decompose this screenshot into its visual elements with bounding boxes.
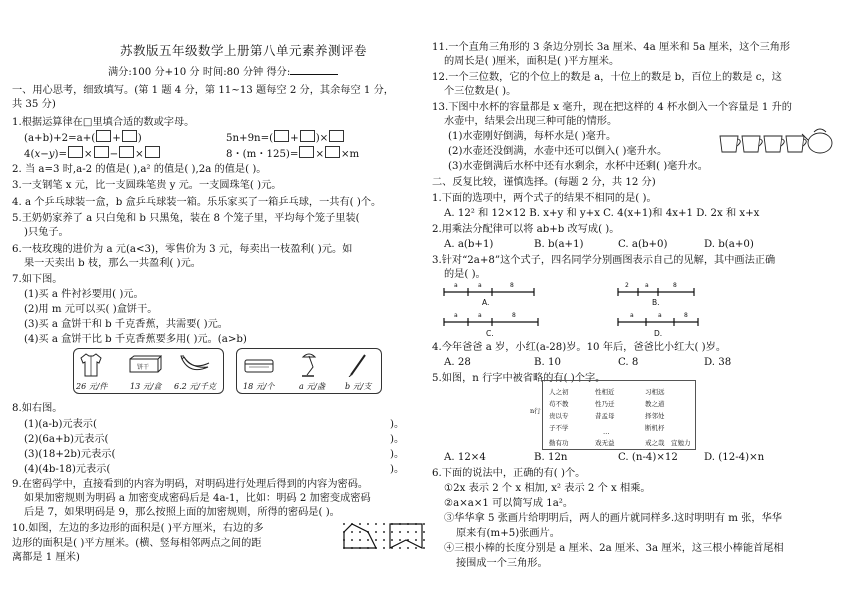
segment-label-b: B. xyxy=(652,298,660,307)
page-title: 苏教版五年级数学上册第八单元素养测评卷 xyxy=(120,43,368,58)
svg-text:8: 8 xyxy=(673,282,677,289)
grid-dot xyxy=(399,531,401,533)
grid-dot xyxy=(375,531,377,533)
choice-2-option-b[interactable]: B. b(a+1) xyxy=(534,239,584,250)
grid-dot xyxy=(391,539,393,541)
svg-text:2: 2 xyxy=(625,282,629,289)
choice-4: 4.今年爸爸 a 岁，小红(a-28)岁。10 年后，爸爸比小红大( )岁。 xyxy=(432,342,727,353)
dot-grid-polygons xyxy=(338,520,430,554)
question-13: 13.下图中水杯的容量都是 x 毫升，现在把这样的 4 杯水倒入一个容量是 1 升的 xyxy=(432,102,792,113)
choice-1: 1.下面的选项中，两个式子的结果不相同的是( )。 xyxy=(432,193,657,204)
question-9: 9.在密码学中，直接看到的内容为明码，对明码进行处理后得到的内容为密码。 xyxy=(12,479,369,490)
question-10-cont2: 离都是 1 厘米) xyxy=(12,552,80,563)
grid-dot xyxy=(423,523,425,525)
question-8-2: (2)(6a+b)元表示( xyxy=(24,434,109,445)
choice-6-statement-4-cont: 接围成一个三角形。 xyxy=(456,558,548,569)
question-6-cont: 果一天卖出 b 枝，那么一共盈利( )元。 xyxy=(24,258,201,269)
choice-5-option-d[interactable]: D. (12-4)×n xyxy=(704,452,765,463)
price-lamp: a 元/盏 xyxy=(299,382,326,391)
choice-2-option-d[interactable]: D. b(a+0) xyxy=(704,239,754,250)
choice-4-option-d[interactable]: D. 38 xyxy=(704,357,732,368)
question-12-cont: 个三位数是( )。 xyxy=(444,86,517,97)
section-1-heading-cont: 共 35 分) xyxy=(12,99,56,110)
question-13-1: (1)水壶刚好倒满，每杯水是( )毫升。 xyxy=(448,131,617,142)
question-8-1: (1)(a-b)元表示( xyxy=(24,419,97,430)
choice-4-option-c[interactable]: C. 8 xyxy=(618,357,639,368)
banana-icon xyxy=(178,353,212,377)
grid-dot xyxy=(359,523,361,525)
grid-dot xyxy=(359,531,361,533)
segment-label-d: D. xyxy=(654,329,663,338)
choice-6-statement-3: ③华华拿 5 张画片给明明后，两人的画片就同样多.这时明明有 m 张，华华 xyxy=(444,513,782,524)
question-4: 4. a 个乒乓球装一盒，b 盒乒乓球装一箱。乐乐家买了一箱乒乓球，一共有( )个。 xyxy=(12,197,382,208)
choice-4-option-b[interactable]: B. 10 xyxy=(534,357,561,368)
grid-dot xyxy=(351,531,353,533)
question-11-cont: 的周长是( )厘米，面积是( )平方厘米。 xyxy=(444,56,620,67)
price-biscuit: 13 元/盒 xyxy=(130,382,162,391)
price-pencil-case: 18 元/个 xyxy=(243,382,275,391)
grid-dot xyxy=(415,539,417,541)
choice-5: 5.如图，n 行字中被省略的有( )个字。 xyxy=(432,373,606,384)
question-6: 6.一枝玫瑰的进价为 a 元(a<3)，零售价为 3 元，每卖出一枝盈利( )元。如 xyxy=(12,244,353,255)
n-rows-label: n行 xyxy=(530,407,541,415)
question-2: 2. 当 a=3 时,a-2 的值是( ),a² 的值是( ),2a 的值是( )。 xyxy=(12,164,267,175)
question-7: 7.如下图。 xyxy=(12,274,63,285)
grid-dot xyxy=(407,531,409,533)
question-1c: 4(x−y)= × − × xyxy=(24,146,161,162)
question-12: 12.一个三位数，它的个位上的数是 a，十位上的数是 b，百位上的数是 c，这 xyxy=(432,72,782,83)
choice-4-option-a[interactable]: A. 28 xyxy=(444,357,471,368)
grid-dot xyxy=(407,547,409,549)
price-shirt: 26 元/件 xyxy=(76,382,108,391)
grid-dot xyxy=(415,531,417,533)
question-13-cont: 水壶中，结果会出现三种可能的情形。 xyxy=(444,116,618,127)
choice-6-statement-1: ①2x 表示 2 个 x 相加, x² 表示 2 个 x 相乘。 xyxy=(444,483,651,494)
question-8: 8.如右图。 xyxy=(12,403,63,414)
question-10-cont1: 边形的面积是( )平方厘米。(横、竖每相邻两点之间的距 xyxy=(12,538,262,549)
biscuit-label: 饼干 xyxy=(137,364,150,371)
grid-dot xyxy=(423,531,425,533)
question-10: 10.如图，左边的多边形的面积是( )平方厘米，右边的多 xyxy=(12,523,264,534)
question-8-4-close: )。 xyxy=(390,464,405,475)
svg-text:8: 8 xyxy=(510,282,514,289)
grid-dot xyxy=(367,523,369,525)
question-1d: 8・(m・125)= × ×m xyxy=(226,146,359,162)
grid-dot xyxy=(359,539,361,541)
choice-1-options: A. 12² 和 12×12 B. x+y 和 y+x C. 4(x+1)和 4x+1 D. 2x 和 x+x xyxy=(444,208,760,219)
grid-dot xyxy=(391,531,393,533)
svg-text:a: a xyxy=(478,312,482,319)
grid-dot xyxy=(399,547,401,549)
choice-2-option-c[interactable]: C. a(b+0) xyxy=(618,239,668,250)
question-5: 5.王奶奶家养了 a 只白兔和 b 只黑兔，装在 8 个笼子里，平均每个笼子里装( xyxy=(12,213,360,224)
section-2-heading: 二、反复比较，谨慎选择。(每题 2 分，共 12 分) xyxy=(432,177,656,188)
grid-dot xyxy=(375,523,377,525)
pen-icon xyxy=(347,353,369,377)
biscuit-box-icon xyxy=(128,355,162,375)
section-1-heading: 一、用心思考，细致填写。(第 1 题 4 分，第 11~13 题每空 2 分，其余每空 1 分， xyxy=(12,85,394,96)
grid-dot xyxy=(423,539,425,541)
choice-2: 2.用乘法分配律可以将 ab+b 改写成( )。 xyxy=(432,224,620,235)
grid-dot xyxy=(343,523,345,525)
goods-box-1 xyxy=(73,348,224,394)
grid-dot xyxy=(423,547,425,549)
cups-and-kettle-illustration xyxy=(718,124,836,156)
grid-dot xyxy=(351,539,353,541)
grid-dot xyxy=(383,547,385,549)
segment-label-c: C. xyxy=(486,329,494,338)
question-8-3: (3)(18+2b)元表示( xyxy=(24,449,116,460)
question-9-cont2: 后是 7，如果明码是 9，那么按照上面的加密规则，所得的密码是( )。 xyxy=(24,507,340,518)
question-7-2: (2)用 m 元可以买( )盒饼干。 xyxy=(24,304,158,315)
question-5-cont: )只兔子。 xyxy=(24,227,69,238)
question-7-4: (4)买 a 盒饼干比 b 千克香蕉要多用( )元。(a>b) xyxy=(24,334,247,345)
choice-5-option-a[interactable]: A. 12×4 xyxy=(444,452,486,463)
choice-6: 6.下面的说法中，正确的有( )个。 xyxy=(432,468,586,479)
question-1a: (a+b)+2=a+( + ) xyxy=(24,130,142,146)
grid-dot xyxy=(367,539,369,541)
grid-dot xyxy=(415,547,417,549)
question-1: 1.根据运算律在□里填合适的数或字母。 xyxy=(12,117,195,128)
question-8-3-close: )。 xyxy=(390,449,405,460)
question-8-2-close: )。 xyxy=(390,434,405,445)
svg-text:a: a xyxy=(658,312,662,319)
price-pen: b 元/支 xyxy=(345,382,372,391)
svg-text:a: a xyxy=(478,282,482,289)
grid-dot xyxy=(383,531,385,533)
choice-6-statement-2: ②a×a×1 可以简写成 1a²。 xyxy=(444,498,574,509)
question-8-1-close: )。 xyxy=(390,419,405,430)
question-7-1: (1)买 a 件衬衫要用( )元。 xyxy=(24,289,144,300)
choice-5-option-b[interactable]: B. 12n xyxy=(534,452,568,463)
grid-dot xyxy=(399,539,401,541)
choice-5-option-c[interactable]: C. (n-4)×12 xyxy=(618,452,678,463)
three-character-classic-table: 人之初 性相近 习相远 苟不教 性乃迁 教之道 贵以专 昔孟母 择邻处 子不学 断机杼 … 勤有功 戏无益 戒之哉 宜勉力 xyxy=(542,380,696,450)
question-9-cont1: 如果加密规则为明码 a 加密变成密码后是 4a-1，比如：明码 2 加密变成密码 xyxy=(24,493,371,504)
svg-text:8: 8 xyxy=(684,312,688,319)
svg-text:a: a xyxy=(454,282,458,289)
goods-box-2 xyxy=(236,348,382,394)
choice-6-statement-3-cont: 原来有(m+5)张画片。 xyxy=(456,528,560,539)
question-11: 11.一个直角三角形的 3 条边分别长 3a 厘米、4a 厘米和 5a 厘米，这个三角形 xyxy=(432,42,791,53)
svg-text:a: a xyxy=(630,312,634,319)
question-3: 3.一支钢笔 x 元，比一支圆珠笔贵 y 元。一支圆珠笔( )元。 xyxy=(12,180,282,191)
pencil-case-icon xyxy=(243,355,275,375)
question-1b: 5n+9n=( + )× xyxy=(226,130,345,146)
price-banana: 6.2 元/千克 xyxy=(174,382,216,391)
segment-diagrams xyxy=(442,282,822,340)
svg-text:a: a xyxy=(454,312,458,319)
grid-dot xyxy=(383,523,385,525)
choice-2-option-a[interactable]: A. a(b+1) xyxy=(444,239,494,250)
shirt-icon xyxy=(78,352,104,378)
exam-meta: 满分:100 分+10 分 时间:80 分钟 得分: xyxy=(108,66,338,80)
score-blank[interactable] xyxy=(290,74,338,75)
choice-3-cont: 的是( )。 xyxy=(444,269,486,280)
desk-lamp-icon xyxy=(299,351,323,379)
question-13-3: (3)水壶倒满后水杯中还有水剩余，水杯中还剩( )毫升水。 xyxy=(448,161,708,172)
grid-dot xyxy=(375,539,377,541)
grid-dot xyxy=(383,539,385,541)
question-13-2: (2)水壶还没倒满，水壶中还可以倒入( )毫升水。 xyxy=(448,146,668,157)
svg-text:a: a xyxy=(645,282,649,289)
question-8-4: (4)(4b-18)元表示( xyxy=(24,464,111,475)
segment-label-a: A. xyxy=(482,298,490,307)
question-7-3: (3)买 a 盒饼干和 b 千克香蕉，共需要( )元。 xyxy=(24,319,228,330)
choice-6-statement-4: ④三根小棒的长度分别是 a 厘米、2a 厘米、3a 厘米，这三根小棒能首尾相 xyxy=(444,543,784,554)
choice-3: 3.针对“2a+8”这个式子，四名同学分别画图表示自己的见解，其中画法正确 xyxy=(432,255,776,266)
svg-text:8: 8 xyxy=(512,312,516,319)
